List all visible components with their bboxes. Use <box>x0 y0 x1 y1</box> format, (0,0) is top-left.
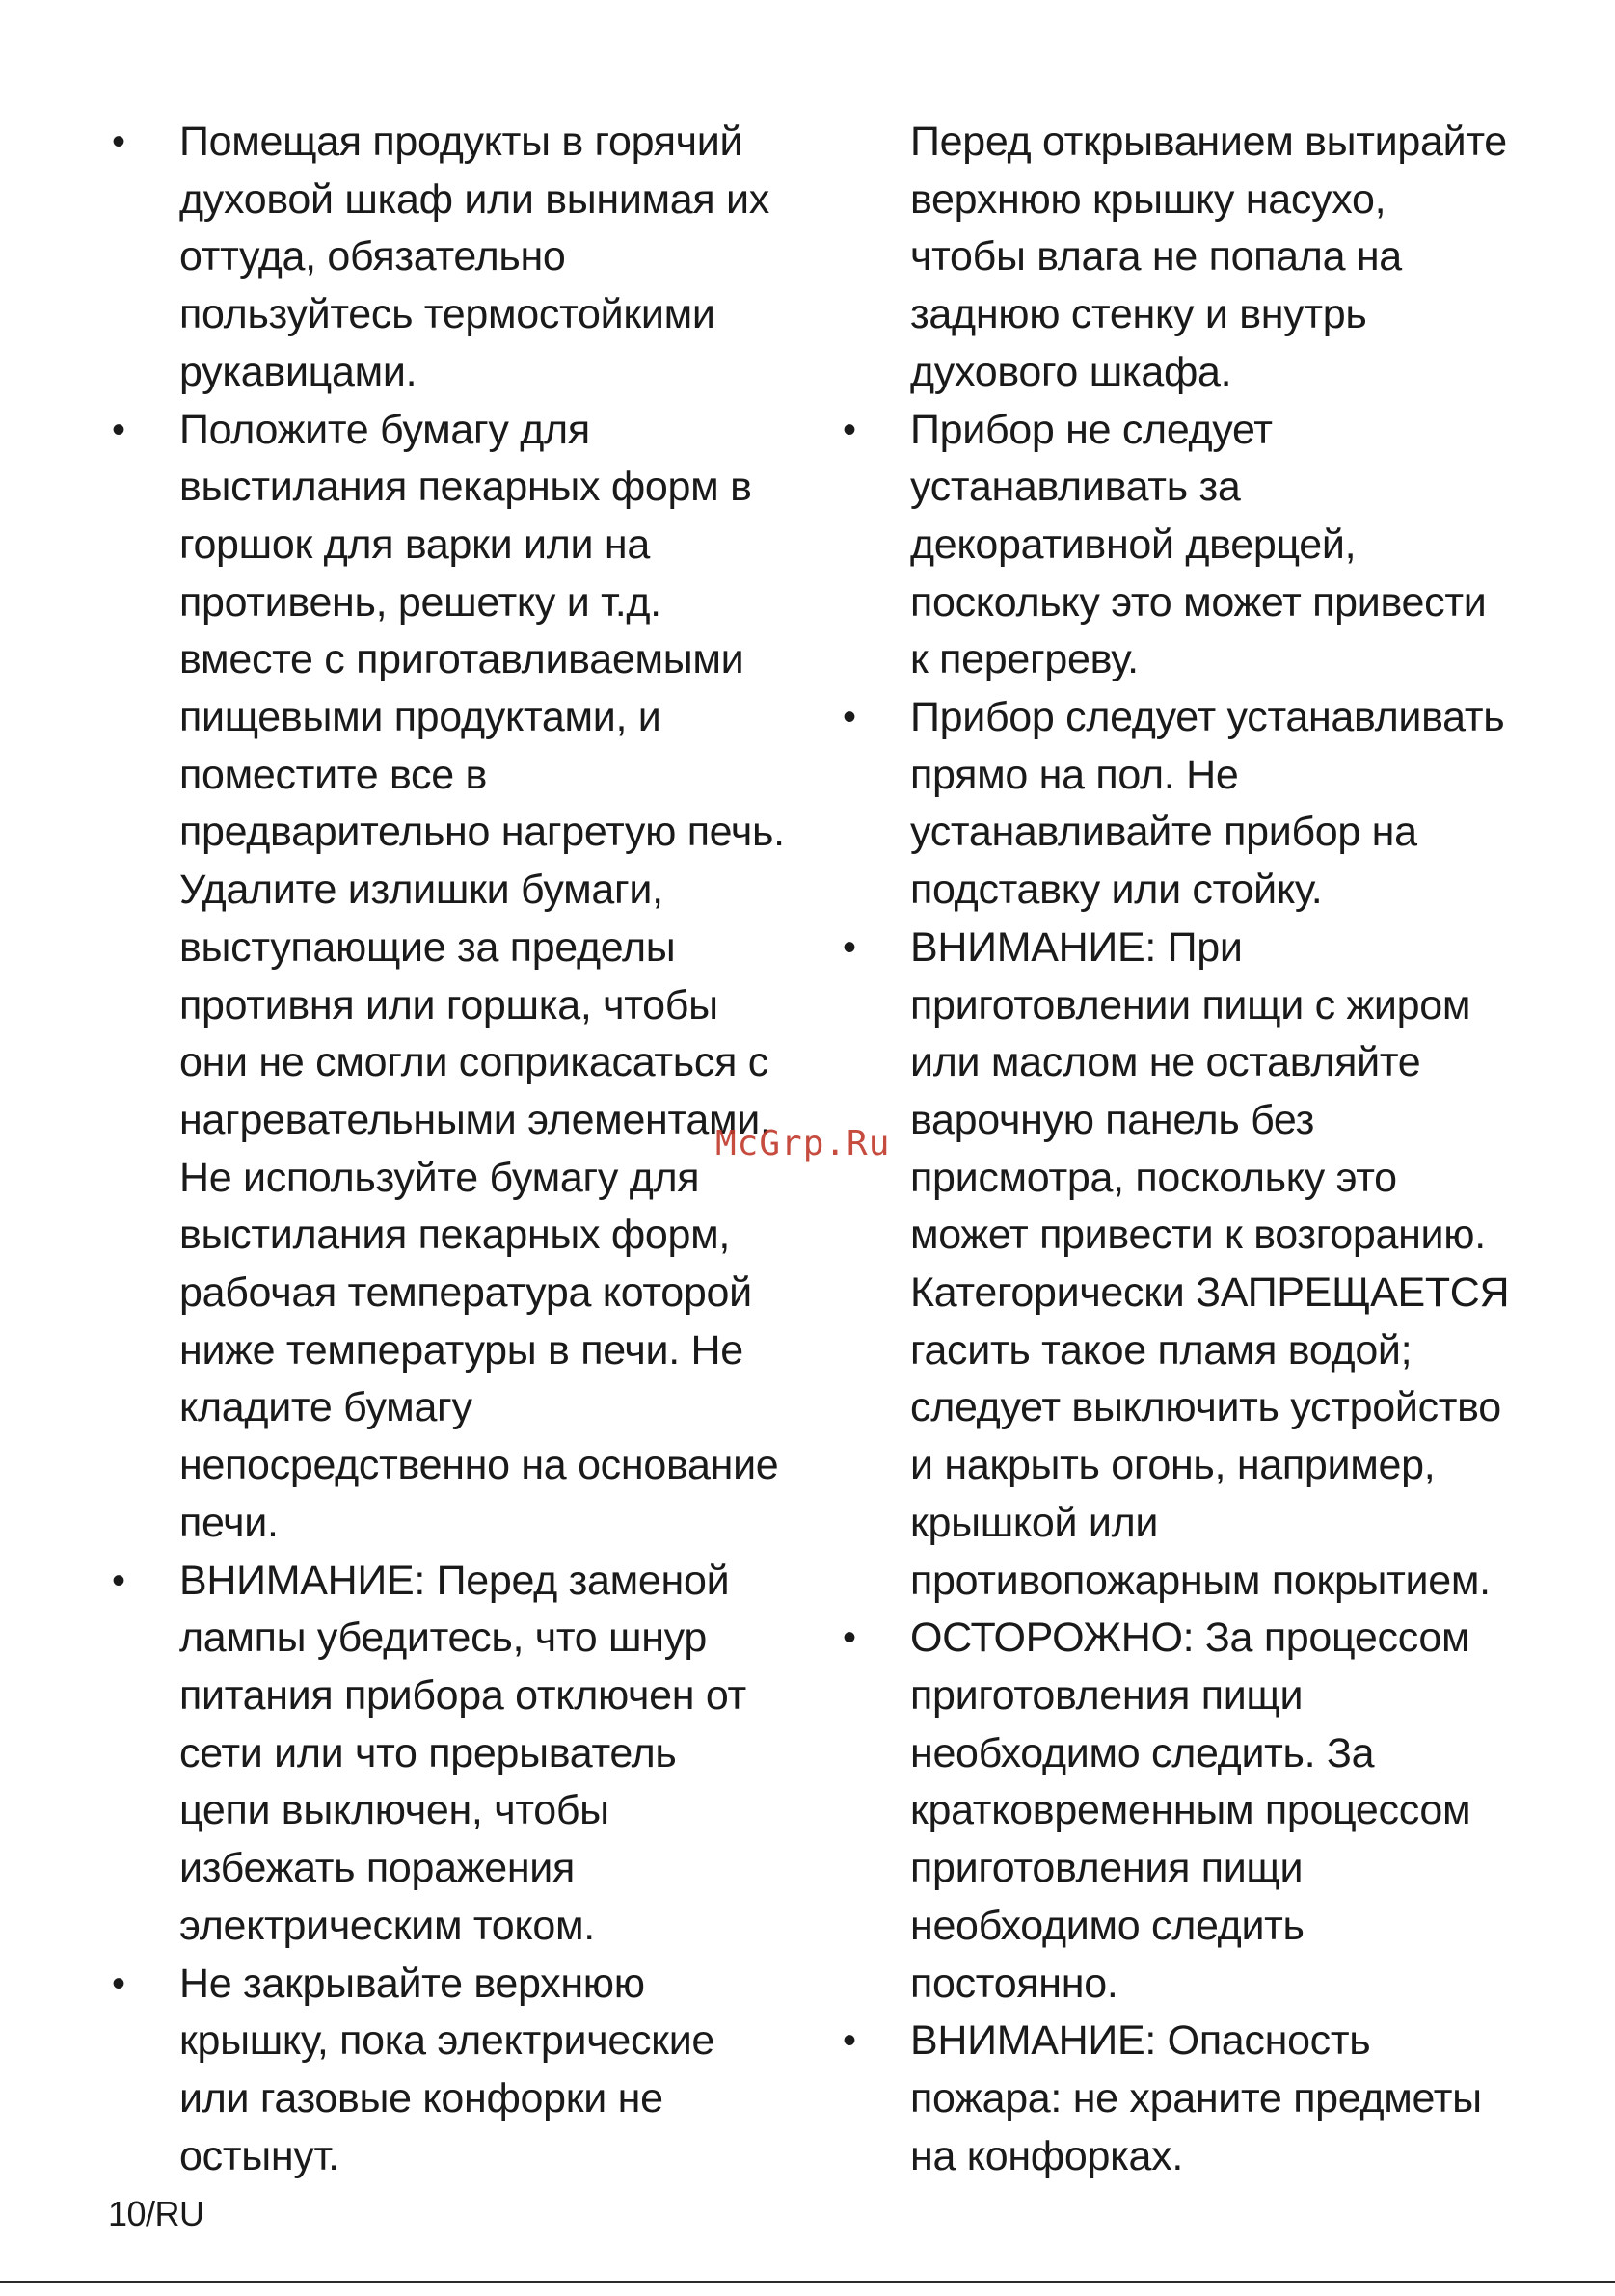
bullet-icon: • <box>843 696 856 739</box>
text-line: или маслом не оставляйте <box>910 1039 1421 1086</box>
text-line: Не закрывайте верхнюю <box>179 1960 645 2007</box>
text-line: выстилания пекарных форм, <box>179 1212 731 1259</box>
bullet-icon: • <box>843 1616 856 1660</box>
text-line: прямо на пол. Не <box>910 751 1239 798</box>
text-line: или газовые конфорки не <box>179 2074 663 2122</box>
text-line: и накрыть огонь, например, <box>910 1442 1436 1489</box>
text-line: гасить такое пламя водой; <box>910 1326 1413 1374</box>
page-number: 10/RU <box>108 2194 204 2233</box>
bullet-icon: • <box>112 120 125 163</box>
bullet-icon: • <box>112 1559 125 1602</box>
text-line: духового шкафа. <box>910 348 1232 395</box>
text-line: чтобы влага не попала на <box>910 233 1402 280</box>
text-line: рабочая температура которой <box>179 1269 752 1317</box>
text-line: оттуда, обязательно <box>179 233 566 280</box>
text-line: рукавицами. <box>179 348 417 395</box>
text-line: пожара: не храните предметы <box>910 2074 1482 2122</box>
text-line: декоративной дверцей, <box>910 521 1357 568</box>
bottom-rule <box>0 2281 1615 2283</box>
text-line: противень, решетку и т.д. <box>179 578 661 626</box>
text-line: Категорически ЗАПРЕЩАЕТСЯ <box>910 1269 1510 1317</box>
text-line: Помещая продукты в горячий <box>179 119 743 165</box>
text-line: цепи выключен, чтобы <box>179 1787 609 1834</box>
text-line: поместите все в <box>179 751 488 798</box>
left-column <box>108 114 812 2185</box>
text-line: ниже температуры в печи. Не <box>179 1326 743 1374</box>
text-line: устанавливайте прибор на <box>910 809 1417 856</box>
text-line: они не смогли соприкасаться с <box>179 1039 768 1086</box>
text-line: следует выключить устройство <box>910 1384 1501 1431</box>
text-line: Удалите излишки бумаги, <box>179 867 663 914</box>
text-line: заднюю стенку и внутрь <box>910 291 1367 338</box>
text-line: остынут. <box>179 2132 339 2179</box>
text-line: непосредственно на основание <box>179 1442 779 1489</box>
text-line: горшок для варки или на <box>179 521 650 568</box>
bullet-icon: • <box>843 2019 856 2063</box>
text-line: противня или горшка, чтобы <box>179 981 718 1028</box>
bullet-icon: • <box>112 1962 125 2005</box>
list-item <box>839 1610 1533 2013</box>
watermark: McGrp.Ru <box>715 1124 891 1163</box>
text-line: присмотра, поскольку это <box>910 1154 1397 1201</box>
text-line: духовой шкаф или вынимая их <box>179 175 769 223</box>
text-line: может привести к возгоранию. <box>910 1212 1486 1259</box>
text-line: приготовления пищи <box>910 1845 1304 1892</box>
text-line: ВНИМАНИЕ: Перед заменой <box>179 1557 730 1604</box>
text-line: ОСТОРОЖНО: За процессом <box>910 1615 1470 1662</box>
left-bullet-list <box>108 114 812 2185</box>
text-line: необходимо следить <box>910 1902 1305 1949</box>
text-line: Положите бумагу для <box>179 406 590 453</box>
text-line: Не используйте бумагу для <box>179 1154 700 1201</box>
text-line: подставку или стойку. <box>910 867 1323 914</box>
text-line: верхнюю крышку насухо, <box>910 175 1386 223</box>
text-line: ВНИМАНИЕ: При <box>910 923 1243 971</box>
text-line: предварительно нагретую печь. <box>179 809 785 856</box>
text-line: постоянно. <box>910 1960 1118 2007</box>
bullet-icon: • <box>112 408 125 451</box>
right-continuation-paragraph <box>839 114 1533 402</box>
list-item <box>108 114 812 402</box>
text-line: нагревательными элементами. <box>179 1096 771 1143</box>
text-line: на конфорках. <box>910 2132 1183 2179</box>
text-line: к перегреву. <box>910 636 1139 683</box>
bullet-icon: • <box>843 408 856 451</box>
text-line: противопожарным покрытием. <box>910 1557 1491 1604</box>
list-item <box>839 920 1533 1610</box>
text-line: вместе с приготавливаемыми <box>179 636 744 683</box>
text-line: необходимо следить. За <box>910 1729 1375 1776</box>
text-line: выстилания пекарных форм в <box>179 464 752 511</box>
text-line: варочную панель без <box>910 1096 1315 1143</box>
list-item <box>839 2013 1533 2185</box>
list-item <box>108 402 812 1553</box>
text-line: печи. <box>179 1499 279 1546</box>
text-line: поскольку это может привести <box>910 578 1487 626</box>
text-line: устанавливать за <box>910 464 1241 511</box>
text-line: крышку, пока электрические <box>179 2017 715 2065</box>
text-line: крышкой или <box>910 1499 1159 1546</box>
text-line: сети или что прерыватель <box>179 1729 677 1776</box>
bullet-icon: • <box>843 925 856 969</box>
text-line: Прибор не следует <box>910 406 1273 453</box>
text-line: кладите бумагу <box>179 1384 472 1431</box>
text-line: электрическим током. <box>179 1902 595 1949</box>
right-column <box>839 114 1533 2185</box>
list-item <box>108 1553 812 1956</box>
text-line: избежать поражения <box>179 1845 575 1892</box>
text-line: пищевыми продуктами, и <box>179 694 661 741</box>
text-line: приготовления пищи <box>910 1671 1304 1719</box>
text-line: Прибор следует устанавливать <box>910 694 1505 741</box>
text-line: выступающие за пределы <box>179 923 676 971</box>
text-line: питания прибора отключен от <box>179 1671 746 1719</box>
text-line: пользуйтесь термостойкими <box>179 291 715 338</box>
list-item <box>839 689 1533 920</box>
list-item <box>839 402 1533 690</box>
text-line: лампы убедитесь, что шнур <box>179 1615 707 1662</box>
text-line: кратковременным процессом <box>910 1787 1471 1834</box>
text-line: Перед открыванием вытирайте <box>910 119 1507 165</box>
right-bullet-list <box>839 402 1533 2186</box>
text-line: ВНИМАНИЕ: Опасность <box>910 2017 1371 2065</box>
list-item <box>108 1956 812 2186</box>
text-line: приготовлении пищи с жиром <box>910 981 1471 1028</box>
